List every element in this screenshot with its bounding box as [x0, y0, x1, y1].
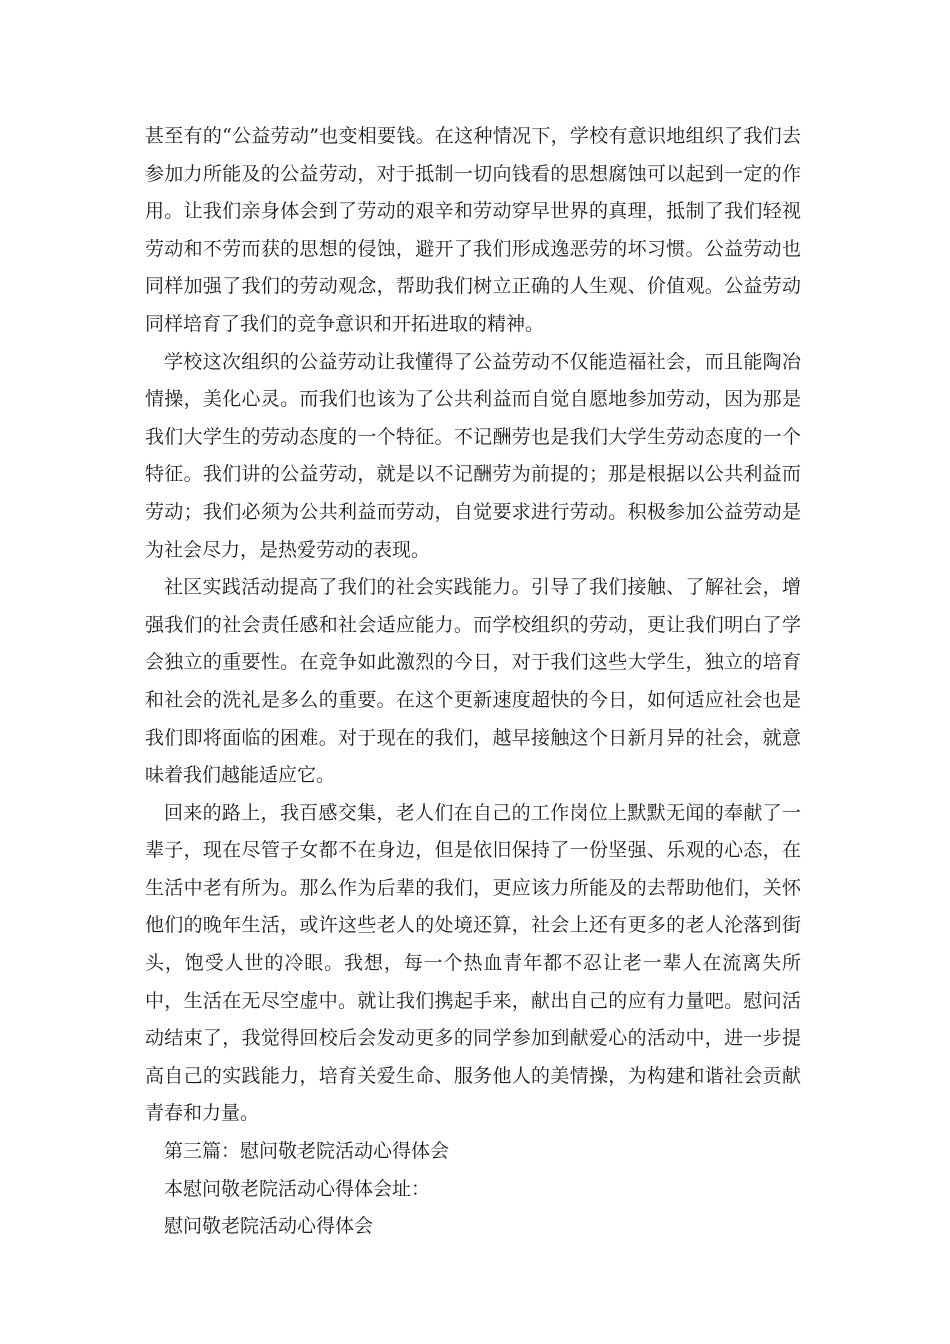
paragraph-4: 回来的路上，我百感交集，老人们在自己的工作岗位上默默无闻的奉献了一辈子，现在尽管子女都不在身边，但是依旧保持了一份坚强、乐观的心态，在生活中老有所为。那么作为后辈的我们，更应该力所能及的去帮助他们，关怀他们的晚年生活，或许这些老人的处境还算，社会上还有更多的老人沦落到街头，饱受人世的冷眼。我想，每一个热血青年都不忍让老一辈人在流离失所中，生活在无尽空虚中。就让我们携起手来，献出自己的应有力量吧。慰问活动结束了，我觉得回校后会发动更多的同学参加到献爱心的活动中，进一步提高自己的实践能力，培育关爱生命、服务他人的美情操，为构建和谐社会贡献青春和力量。	[145, 801, 801, 1125]
paragraph-3: 社区实践活动提高了我们的社会实践能力。引导了我们接触、了解社会，增强我们的社会责任感和社会适应能力。而学校组织的劳动，更让我们明白了学会独立的重要性。在竞争如此激烈的今日，对于我们这些大学生，独立的培育和社会的洗礼是多么的重要。在这个更新速度超快的今日，如何适应社会也是我们即将面临的困难。对于现在的我们，越早接触这个日新月异的社会，就意味着我们越能适应它。	[145, 576, 801, 787]
section-heading: 第三篇：慰问敬老院活动心得体会	[164, 1140, 450, 1163]
paragraph-1: 甚至有的“公益劳动”也变相要钱。在这种情况下，学校有意识地组织了我们去参加力所能及的公益劳动，对于抵制一切向钱看的思想腐蚀可以起到一定的作用。让我们亲身体会到了劳动的艰辛和劳动穿早世界的真理，抵制了我们轻视劳动和不劳而获的思想的侵蚀，避开了我们形成逸恶劳的坏习惯。公益劳动也同样加强了我们的劳动观念，帮助我们树立正确的人生观、价值观。公益劳动同样培育了我们的竞争意识和开拓进取的精神。	[145, 125, 801, 335]
address-line: 本慰问敬老院活动心得体会址：	[164, 1177, 431, 1200]
document-body	[145, 118, 801, 1246]
subtitle-line: 慰问敬老院活动心得体会	[164, 1215, 374, 1238]
paragraph-2: 学校这次组织的公益劳动让我懂得了公益劳动不仅能造福社会，而且能陶冶情操，美化心灵。而我们也该为了公共利益而自觉自愿地参加劳动，因为那是我们大学生的劳动态度的一个特征。不记酬劳也是我们大学生劳动态度的一个特征。我们讲的公益劳动，就是以不记酬劳为前提的；那是根据以公共利益而劳动；我们必须为公共利益而劳动，自觉要求进行劳动。积极参加公益劳动是为社会尽力，是热爱劳动的表现。	[145, 350, 801, 561]
